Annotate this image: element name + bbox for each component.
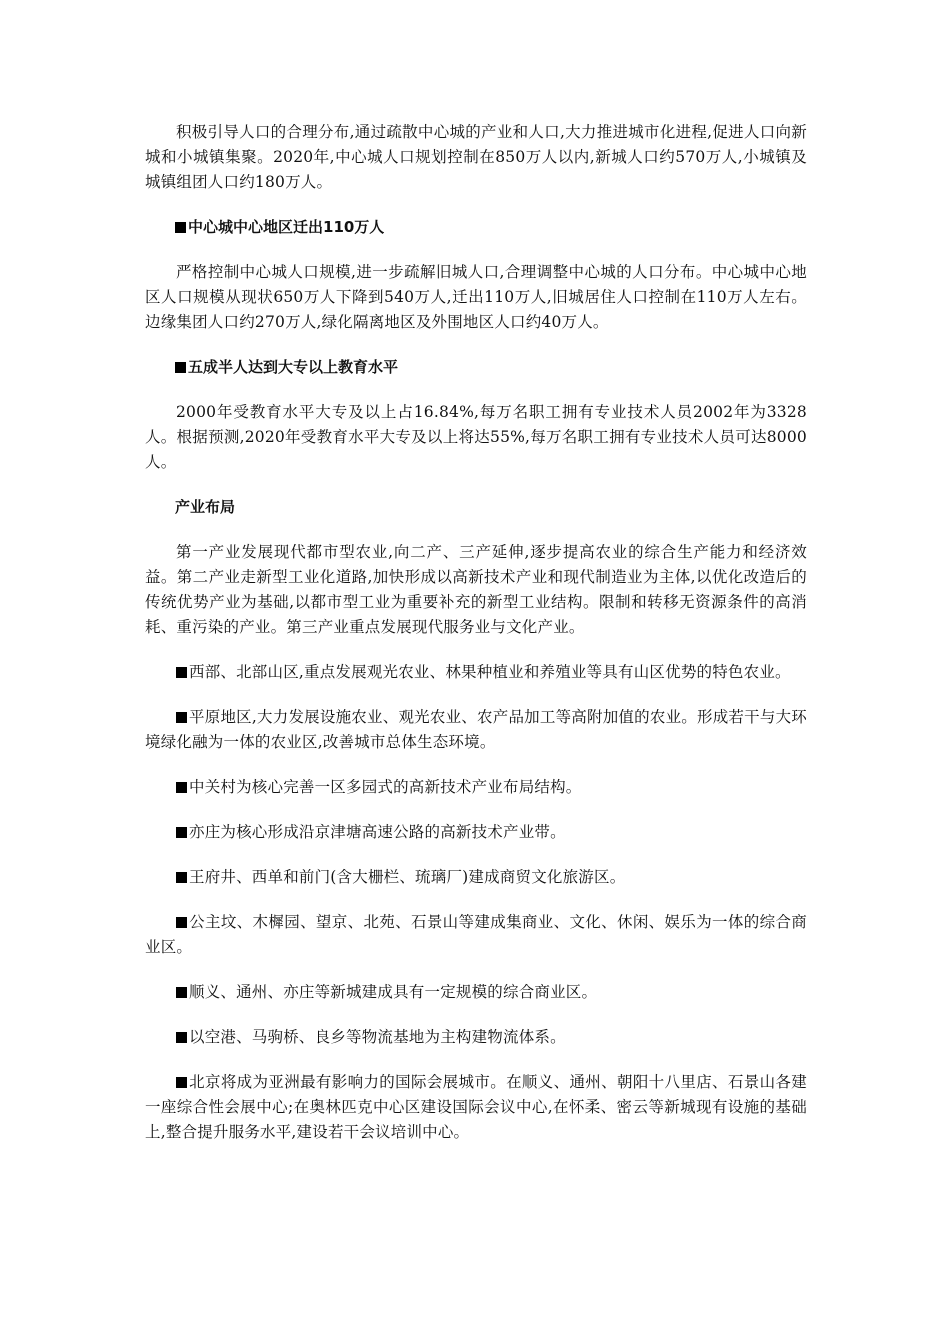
list-item — [145, 705, 807, 755]
section-heading-text: 五成半人达到大专以上教育水平 — [188, 358, 399, 376]
square-bullet-icon — [175, 222, 186, 233]
list-item-text: 西部、北部山区,重点发展观光农业、林果种植业和养殖业等具有山区优势的特色农业。 — [189, 663, 791, 681]
section-paragraph-population: 严格控制中心城人口规模,进一步疏解旧城人口,合理调整中心城的人口分布。中心城中心地区人口规模从现状650万人下降到540万人,迁出110万人,旧城居住人口控制在110万人左右。边缘集团人口约270万人,绿化隔离地区及外围地区人口约40万人。 — [145, 263, 807, 331]
list-item-text: 北京将成为亚洲最有影响力的国际会展城市。在顺义、通州、朝阳十八里店、石景山各建一座综合性会展中心;在奥林匹克中心区建设国际会议中心,在怀柔、密云等新城现有设施的基础上,整合提升服务水平,建设若干会议培训中心。 — [145, 1073, 807, 1141]
square-bullet-icon — [175, 362, 186, 373]
square-bullet-icon — [176, 1032, 187, 1043]
list-item-text: 亦庄为核心形成沿京津塘高速公路的高新技术产业带。 — [189, 823, 566, 841]
list-item-text: 中关村为核心完善一区多园式的高新技术产业布局结构。 — [189, 778, 582, 796]
intro-paragraph: 积极引导人口的合理分布,通过疏散中心城的产业和人口,大力推进城市化进程,促进人口向新城和小城镇集聚。2020年,中心城人口规划控制在850万人以内,新城人口约570万人,小城镇及城镇组团人口约180万人。 — [145, 123, 807, 191]
document-page — [145, 120, 807, 1165]
section-heading-education — [145, 355, 807, 380]
list-item — [145, 1070, 807, 1145]
list-item-text: 平原地区,大力发展设施农业、观光农业、农产品加工等高附加值的农业。形成若干与大环境绿化融为一体的农业区,改善城市总体生态环境。 — [145, 708, 807, 751]
list-item — [145, 775, 807, 800]
list-item-text: 公主坟、木樨园、望京、北苑、石景山等建成集商业、文化、休闲、娱乐为一体的综合商业区。 — [145, 913, 807, 956]
square-bullet-icon — [176, 987, 187, 998]
list-item-text: 顺义、通州、亦庄等新城建成具有一定规模的综合商业区。 — [189, 983, 598, 1001]
section-heading-text: 中心城中心地区迁出110万人 — [188, 218, 385, 236]
square-bullet-icon — [176, 782, 187, 793]
list-item — [145, 660, 807, 685]
section-paragraph-industry: 第一产业发展现代都市型农业,向二产、三产延伸,逐步提高农业的综合生产能力和经济效益。第二产业走新型工业化道路,加快形成以高新技术产业和现代制造业为主体,以优化改造后的传统优势产业为基础,以都市型工业为重要补充的新型工业结构。限制和转移无资源条件的高消耗、重污染的产业。第三产业重点发展现代服务业与文化产业。 — [145, 543, 807, 636]
list-item — [145, 820, 807, 845]
square-bullet-icon — [176, 872, 187, 883]
section-heading-population-relocation — [145, 215, 807, 240]
square-bullet-icon — [176, 667, 187, 678]
list-item — [145, 1025, 807, 1050]
section-paragraph-education: 2000年受教育水平大专及以上占16.84%,每万名职工拥有专业技术人员2002年为3328人。根据预测,2020年受教育水平大专及以上将达55%,每万名职工拥有专业技术人员可达8000人。 — [145, 403, 807, 471]
list-item-text: 以空港、马驹桥、良乡等物流基地为主构建物流体系。 — [189, 1028, 566, 1046]
square-bullet-icon — [176, 827, 187, 838]
square-bullet-icon — [176, 712, 187, 723]
list-item — [145, 865, 807, 890]
section-heading-industry-layout: 产业布局 — [175, 498, 236, 516]
list-item — [145, 980, 807, 1005]
list-item — [145, 910, 807, 960]
square-bullet-icon — [176, 1077, 187, 1088]
square-bullet-icon — [176, 917, 187, 928]
list-item-text: 王府井、西单和前门(含大栅栏、琉璃厂)建成商贸文化旅游区。 — [189, 868, 626, 886]
